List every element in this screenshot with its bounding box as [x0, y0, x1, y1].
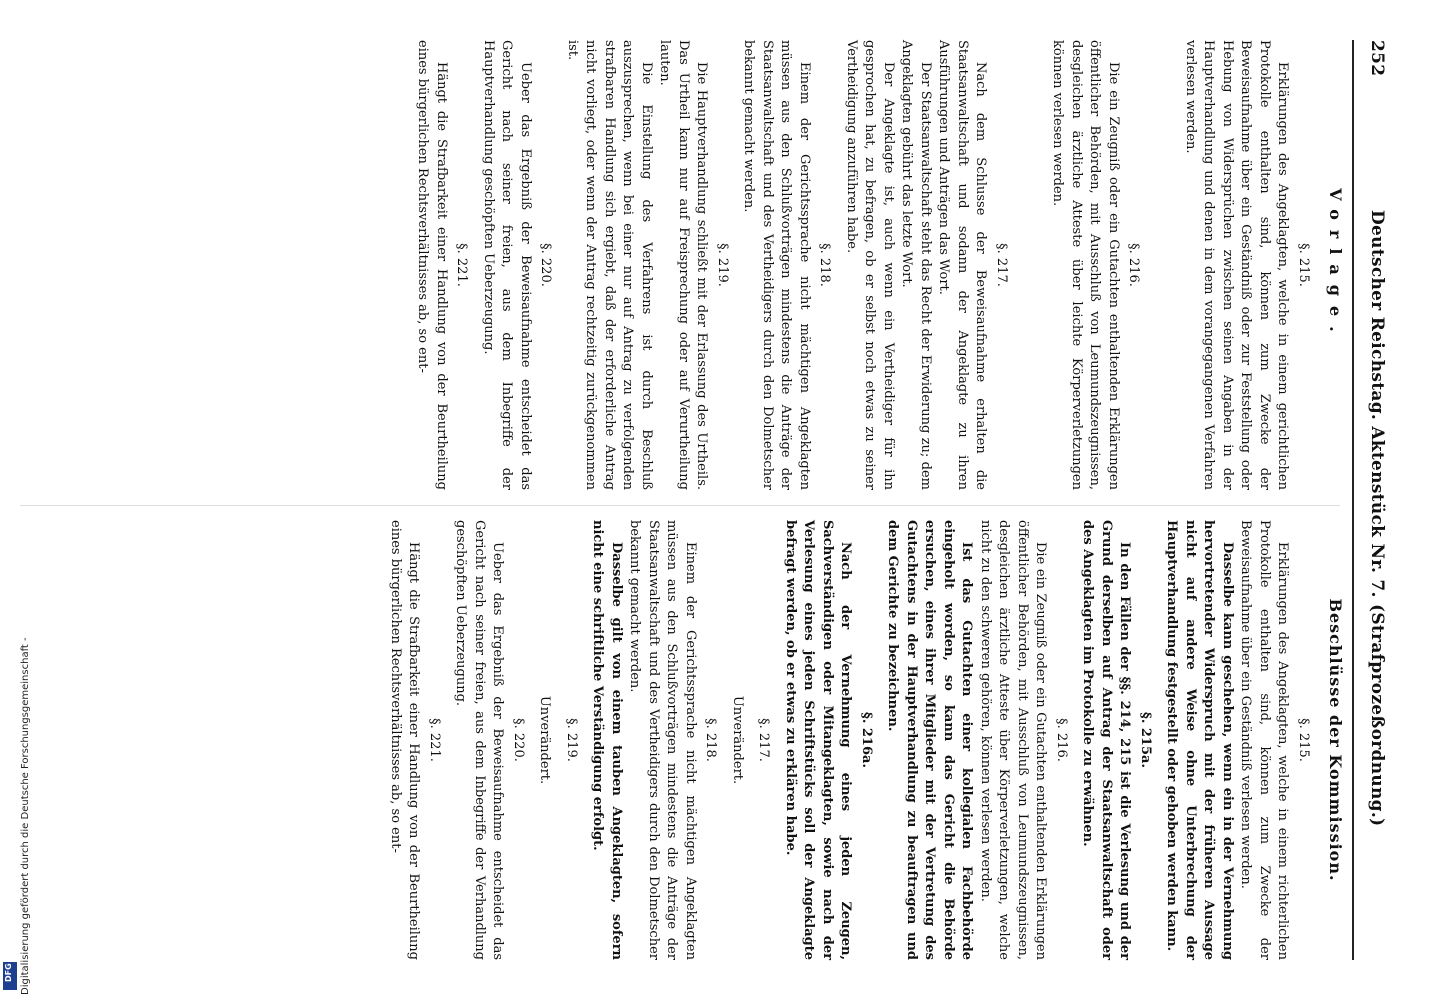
right-column-heading: Beschlüsse der Kommission.	[1326, 598, 1345, 882]
section-title: §. 219.	[715, 243, 730, 287]
spacer	[1018, 40, 1048, 490]
section-title: §. 216.	[1054, 718, 1069, 762]
page-header	[1356, 40, 1386, 960]
page-title: Deutscher Reichstag. Aktenstück Nr. 7. (Strafprozeßordnung.)	[1367, 210, 1387, 827]
section-text: Die ein Zeugniß oder ein Gutachten enthaltenden Erklärungen öffentlicher Behörden, mit Ausschluß von Leumundszeugnissen, desgleichen ärztliche Atteste über leichte Körperverletzungen können verlesen werden.	[1050, 40, 1121, 490]
left-column-vorlage	[413, 40, 1320, 490]
unchanged-note: Unverändert.	[537, 695, 553, 785]
section-title: §. 220.	[538, 243, 554, 287]
section-title: §. 215.	[1296, 718, 1311, 762]
column-divider	[20, 505, 1340, 506]
amended-text: Dasselbe kann geschehen, wenn ein in der Vernehmung hervortretender Widerspruch mit der früheren Aussage nicht auf andere Weise ohne Unterbrechung der Hauptverhandlung festgestellt oder gehoben werden kann.	[1164, 520, 1235, 960]
section-title: §. 218.	[817, 243, 833, 287]
spacer	[1151, 40, 1181, 490]
left-column-heading: Vorlage.	[1326, 188, 1345, 342]
section-title: §. 216.	[1126, 243, 1142, 287]
amended-text: In den Fällen der §§. 214, 215 ist die Verlesung und der Grund derselben auf Antrag der Staatsanwaltschaft oder des Angeklagten im Protokolle zu erwähnen.	[1080, 520, 1133, 960]
section-text: Ueber das Ergebniß der Beweisaufnahme entscheidet das Gericht nach seiner freien, aus dem Inbegriffe der Verhandlung geschöpften Ueberzeugung.	[453, 520, 506, 960]
section-text: Einem der Gerichtssprache nicht mächtigen Angeklagten müssen aus den Schlußvorträgen mindestens die Anträge der Staatsanwaltschaft und des Vertheidigers durch den Dolmetscher bekannt gemacht werden.	[741, 40, 812, 490]
section-title: §. 217.	[994, 243, 1009, 287]
section-title: §. 219.	[564, 718, 579, 762]
section-text: Die Einstellung des Verfahrens ist durch Beschluß auszusprechen, wenn bei einer nur auf Antrag zu verfolgenden strafbaren Handlung sich ergiebt, daß der erforderliche Antrag nicht vorliegt, oder wenn der Antrag rechtzeitig zurückgenommen ist.	[565, 40, 654, 490]
unchanged-note: Unverändert.	[730, 695, 745, 785]
section-text: Erklärungen des Angeklagten, welche in einem gerichtlichen Protokolle enthalten sind, können zum Zwecke der Beweisaufnahme über ein Geständniß oder zur Feststellung oder Hebung von Widersprüchen zwischen seinen Angaben in der Hauptverhandlung und denen in dem vorangegangenen Verfahren verlesen werden.	[1183, 40, 1291, 490]
right-column-beschluesse	[386, 520, 1321, 960]
section-text: Erklärungen des Angeklagten, welche in einem richterlichen Protokolle enthalten sind, können zum Zwecke der Beweisaufnahme über ein Geständniß verlesen werden.	[1238, 520, 1291, 960]
section-text: Einem der Gerichtssprache nicht mächtigen Angeklagten müssen aus den Schlußvorträgen mindestens die Anträge der Staatsanwaltschaft und des Vertheidigers durch den Dolmetscher bekannt gemacht werden.	[627, 520, 698, 960]
section-title: §. 221.	[454, 243, 470, 287]
section-title: §. 215.	[1296, 243, 1311, 287]
section-text: Der Angeklagte ist, auch wenn ein Vertheidiger für ihn gesprochen hat, zu befragen, ob er selbst noch etwas zu seiner Vertheidigung anzuführen habe.	[844, 40, 896, 490]
header-rule	[1352, 40, 1354, 960]
section-title: §. 218.	[703, 718, 719, 762]
section-title: §. 215a.	[1138, 712, 1153, 768]
amended-text: Dasselbe gilt von einem tauben Angeklagten, sofern nicht eine schriftliche Verständigung erfolgt.	[590, 520, 624, 960]
section-title: §. 220.	[511, 718, 526, 762]
section-text: Nach dem Schlusse der Beweisaufnahme erhalten die Staatsanwaltschaft und sodann der Angeklagte zu ihren Ausführungen und Anträgen das Wort.	[936, 40, 989, 490]
section-text: Ueber das Ergebniß der Beweisaufnahme entscheidet das Gericht nach seiner freien, aus dem Inbegriffe der Hauptverhandlung geschöpften Ueberzeugung.	[481, 40, 533, 490]
section-text: Hängt die Strafbarkeit einer Handlung von der Beurtheilung eines bürgerlichen Rechtsverhältnisses ab, so ent-	[388, 520, 422, 960]
section-text: Die ein Zeugniß oder ein Gutachten enthaltenden Erklärungen öffentlicher Behörden, mit Ausschluß von Leumundszeugnissen, desgleichen ärztliche Atteste über Körperverletzungen, welche nicht zu den schweren gehören, können verlesen werden.	[978, 520, 1049, 960]
funding-note: Digitalisierung gefördert durch die Deutsche Forschungsgemeinschaft -	[20, 637, 31, 995]
dfg-logo-text: DFG	[4, 963, 13, 982]
page-number: 252	[1367, 40, 1387, 77]
amended-text: Nach der Vernehmung eines jeden Zeugen, Sachverständigen oder Mitangeklagten, sowie nach der Verlesung eines jeden Schriftstücks soll der Angeklagte befragt werden, ob er etwas zu erklären habe.	[783, 520, 854, 960]
amended-text: Ist das Gutachten einer kollegialen Fachbehörde eingeholt worden, so kann das Gericht die Behörde ersuchen, eines ihrer Mitglieder mit der Vertretung des Gutachtens in der Hauptverhandlung zu beauftragen und dem Gerichte zu bezeichnen.	[885, 520, 975, 960]
section-title: §. 221.	[427, 718, 442, 762]
section-text: Hängt die Strafbarkeit einer Handlung von der Beurtheilung eines bürgerlichen Rechtsverhältnisses ab, so ent-	[415, 40, 449, 490]
section-text: Der Staatsanwaltschaft steht das Recht der Erwiderung zu; dem Angeklagten gebührt das letzte Wort.	[899, 40, 933, 490]
section-title: §. 216a.	[859, 712, 874, 768]
section-title: §. 217.	[756, 718, 772, 762]
section-text: Die Hauptverhandlung schließt mit der Erlassung des Urtheils. Das Urtheil kann nur auf Freisprechung oder auf Verurtheilung lauten.	[657, 40, 710, 490]
